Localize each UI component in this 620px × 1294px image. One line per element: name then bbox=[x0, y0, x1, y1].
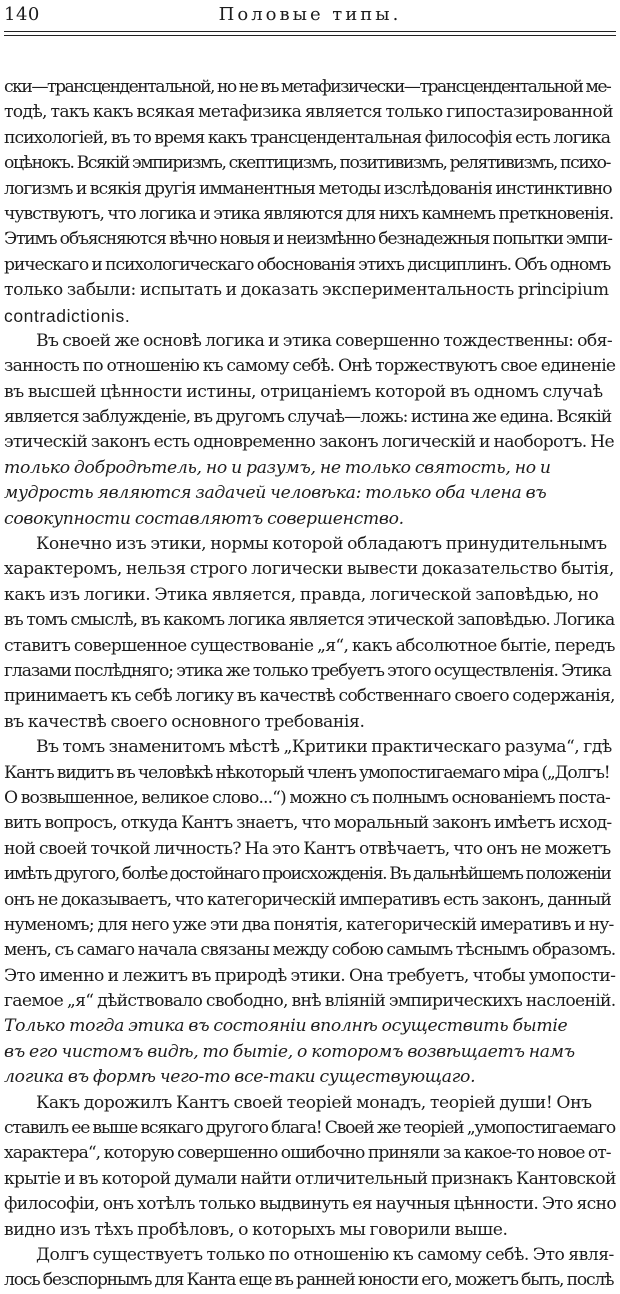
text-line: ставилъ ее выше всякаго другого блага! Своей же теоріей „умопостигаемаго bbox=[4, 1118, 616, 1139]
text-line: какъ изъ логики. Этика является, правда, логической заповѣдью, но bbox=[4, 584, 599, 605]
text-body bbox=[0, 75, 620, 1294]
text-line: характеромъ, нельзя строго логически вывести доказательство бытія, bbox=[4, 559, 614, 580]
text-line: тодѣ, такъ какъ всякая метафизика является только гипостазированной bbox=[4, 102, 613, 123]
text-line: имѣть другого, болѣе достойнаго происхожденія. Въ дальнѣйшемъ положеніи bbox=[4, 864, 611, 885]
text-line: лось безспорнымъ для Канта еще въ ранней юности его, можетъ быть, послѣ bbox=[4, 1270, 614, 1291]
text-line: занность по отношенію къ самому себѣ. Онѣ торжествуютъ свое единеніе bbox=[4, 356, 616, 377]
text-line: оцѣнокъ. Всякій эмпиризмъ, скептицизмъ, позитивизмъ, релятивизмъ, психо- bbox=[4, 153, 611, 174]
text-line: этическій законъ есть одновременно законъ логическій и наоборотъ. Не bbox=[4, 432, 615, 453]
text-line: Въ томъ знаменитомъ мѣстѣ „Критики практическаго разума“, гдѣ bbox=[36, 737, 612, 758]
text-line: мудрость являются задачей человѣка: только оба члена въ bbox=[4, 483, 547, 504]
text-line: Это именно и лежитъ въ природѣ этики. Она требуетъ, чтобы умопости- bbox=[4, 965, 616, 986]
text-line: Долгъ существуетъ только по отношенію къ самому себѣ. Это явля- bbox=[36, 1244, 614, 1265]
text-line: менъ, съ самаго начала связаны между собою самымъ тѣснымъ образомъ. bbox=[4, 940, 616, 961]
text-line: только добродѣтель, но и разумъ, не только святость, но и bbox=[4, 457, 551, 478]
text-line: видно изъ тѣхъ пробѣловъ, о которыхъ мы говорили выше. bbox=[4, 1219, 508, 1240]
text-line: Въ своей же основѣ логика и этика совершенно тождественны: обя- bbox=[36, 330, 613, 351]
text-line: только забыли: испытать и доказать экспериментальность principium bbox=[4, 280, 609, 301]
text-line: принимаетъ къ себѣ логику въ качествѣ собственнаго своего содержанія, bbox=[4, 686, 615, 707]
text-line: логика въ формѣ чего-то все-таки существующаго. bbox=[4, 1067, 476, 1088]
text-line: ной своей точкой личность? На это Кантъ отвѣчаетъ, что онъ не можетъ bbox=[4, 838, 611, 859]
text-line: совокупности составляютъ совершенство. bbox=[4, 508, 404, 529]
text-line: Конечно изъ этики, нормы которой обладаютъ принудительнымъ bbox=[36, 534, 607, 555]
text-line: нуменомъ; для него уже эти два понятія, категорическій имеративъ и ну- bbox=[4, 914, 614, 935]
text-line: философіи, онъ хотѣлъ только выдвинуть ея научныя цѣнности. Это ясно bbox=[4, 1194, 616, 1215]
text-line: въ высшей цѣнности истины, отрицаніемъ которой въ одномъ случаѣ bbox=[4, 381, 603, 402]
text-line: глазами послѣдняго; этика же только требуетъ этого осуществленія. Этика bbox=[4, 660, 611, 681]
header-rule-bottom bbox=[4, 35, 616, 36]
text-line: вить вопросъ, откуда Кантъ знаетъ, что моральный законъ имѣетъ исход- bbox=[4, 813, 612, 834]
text-line: О возвышенное, великое слово...“) можно съ полнымъ основаніемъ поста- bbox=[4, 787, 610, 808]
text-line: ски—трансцендентальной, но не въ метафизически—трансцендентальной ме- bbox=[4, 77, 611, 97]
text-line: онъ не доказываетъ, что категорическій императивъ есть законъ, данный bbox=[4, 889, 611, 910]
text-line: Только тогда этика въ состояніи вполнѣ осуществить бытіе bbox=[4, 1016, 568, 1037]
text-line: чувствуютъ, что логика и этика являются для нихъ камнемъ преткновенія. bbox=[4, 203, 614, 224]
text-line: гаемое „я“ дѣйствовало свободно, внѣ вліяній эмпирическихъ наслоеній. bbox=[4, 991, 616, 1012]
text-line: логизмъ и всякія другія имманентныя методы изслѣдованія инстинктивно bbox=[4, 178, 612, 199]
page-header bbox=[4, 2, 616, 28]
text-line: характера“, которую совершенно ошибочно приняли за какое-то новое от- bbox=[4, 1143, 611, 1164]
running-title: Половые типы. bbox=[218, 4, 402, 25]
text-line: Этимъ объясняются вѣчно новыя и неизмѣнно безнадежныя попытки эмпи- bbox=[4, 229, 612, 250]
text-line: въ его чистомъ видѣ, то бытіе, о которомъ возвѣщаетъ намъ bbox=[4, 1041, 575, 1062]
text-line: психологіей, въ то время какъ трансцендентальная философія есть логика bbox=[4, 127, 610, 148]
text-line: ставитъ совершенное существованіе „я“, какъ абсолютное бытіе, передъ bbox=[4, 635, 615, 656]
text-line: крытіе и въ которой думали найти отличительный признакъ Кантовской bbox=[4, 1168, 616, 1189]
header-rule-top bbox=[4, 31, 616, 32]
page-number: 140 bbox=[4, 4, 40, 25]
text-line: рическаго и психологическаго обоснованія этихъ дисциплинъ. Объ одномъ bbox=[4, 254, 611, 275]
text-line: Какъ дорожилъ Кантъ своей теоріей монадъ, теоріей души! Онъ bbox=[36, 1092, 592, 1113]
text-line: въ томъ смыслѣ, въ какомъ логика является этической заповѣдью. Логика bbox=[4, 610, 615, 631]
text-line: является заблужденіе, въ другомъ случаѣ—ложь: истина же едина. Всякій bbox=[4, 407, 612, 428]
text-line: contradictionis. bbox=[4, 305, 131, 326]
text-line: Кантъ видитъ въ человѣкѣ нѣкоторый членъ умопостигаемаго міра („Долгъ! bbox=[4, 762, 610, 783]
text-line: въ качествѣ своего основного требованія. bbox=[4, 711, 365, 732]
